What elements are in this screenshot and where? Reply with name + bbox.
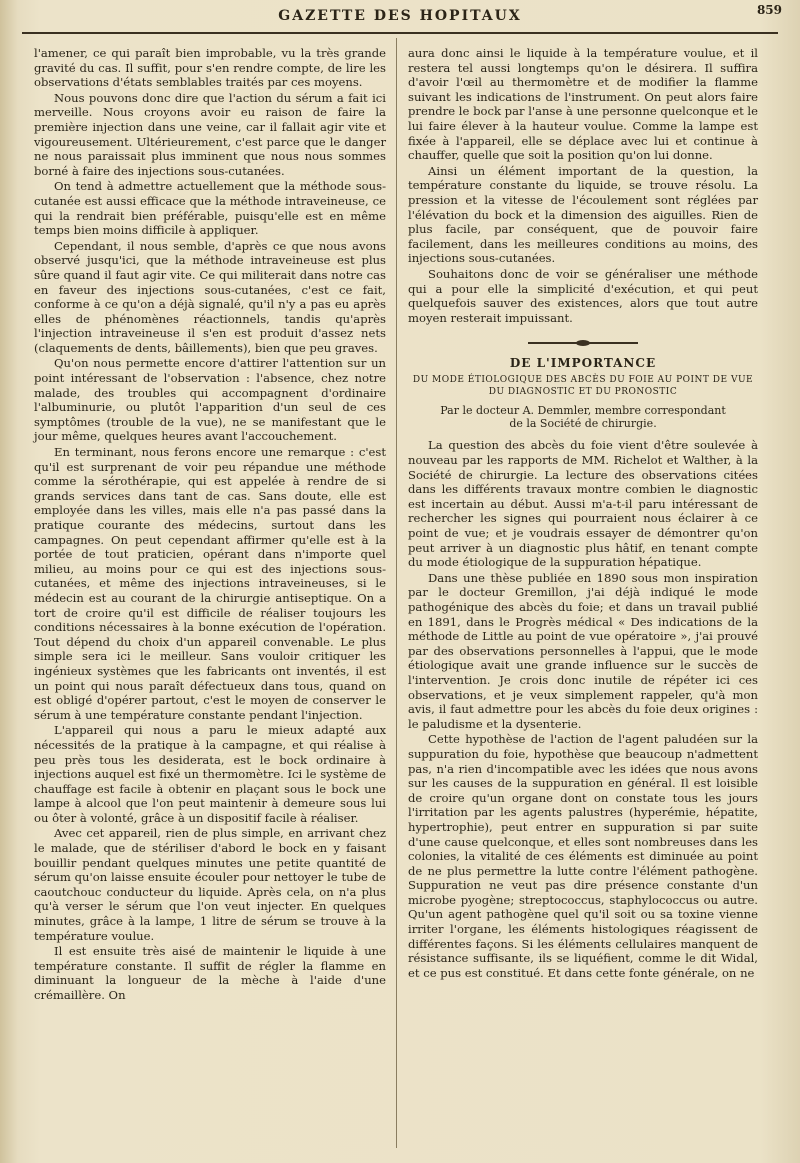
- paragraph: Dans une thèse publiée en 1890 sous mon inspiration par le docteur Gremillon, j'ai déjà indiqué le mode pathogénique des abcès du foie; et dans un travail publié en 1891, dans le Progrès médical « Des indications de la méthode de Little au point de vue opératoire », j'ai prouvé par des observations personnelles à l'appui, que le mode étiologique avait une grande influence sur le succès de l'intervention. Je crois donc inutile de répéter ici ces observations, et je veux simplement rappeler, qu'à mon avis, il faut admettre pour les abcès du foie deux origines : le paludisme et la dysenterie.: [408, 570, 758, 731]
- page-number: 859: [756, 3, 782, 17]
- paragraph: Il est ensuite très aisé de maintenir le liquide à une température constante. Il suffit de régler la flamme en diminuant la longueur de la mèche à l'aide d'une crémaillère. On: [34, 944, 386, 1002]
- journal-title: GAZETTE DES HOPITAUX: [278, 8, 522, 24]
- byline-line: Par le docteur A. Demmler, membre correspondant: [440, 404, 726, 418]
- paragraph: Cette hypothèse de l'action de l'agent paludéen sur la suppuration du foie, hypothèse que beaucoup n'admettent pas, n'a rien d'incompatible avec les idées que nous avons sur les causes de la suppuration en général. Il est loisible de croire qu'un organe dont on constate tous les jours l'irritation par les agents palustres (hyperémie, hépatite, hypertrophie), peut entrer en suppuration si par suite d'une cause quelconque, et elles sont nombreuses dans les colonies, la vitalité de ces éléments est diminuée au point de ne plus permettre la lutte contre l'élément pathogène. Suppuration ne veut pas dire présence constante d'un microbe pyogène; streptococcus, staphylococcus ou autre. Qu'un agent pathogène quel qu'il soit ou sa toxine vienne irriter l'organe, les éléments histologiques réagissent de différentes façons. Si les éléments cellulaires manquent de résistance suffisante, ils se liquéfient, comme le dit Widal, et ce pus est constitué. Et dans cette fonte générale, on ne: [408, 732, 758, 980]
- section-divider: [408, 333, 758, 348]
- article-title: DE L'IMPORTANCE: [509, 355, 657, 370]
- right-column: [408, 46, 758, 981]
- paragraph: La question des abcès du foie vient d'être soulevée à nouveau par les rapports de MM. Richelot et Walther, à la Société de chirurgie. La lecture des observations citées dans les différents travaux montre combien le diagnostic est incertain au début. Aussi m'a-t-il paru intéressant de rechercher les signes qui pourraient nous éclairer à ce point de vue; et je voudrais essayer de démontrer qu'on peut arriver à un diagnostic plus hâtif, en tenant compte du mode étiologique de la suppuration hépatique.: [408, 438, 758, 570]
- page-header: [0, 0, 800, 30]
- paragraph: Souhaitons donc de voir se généraliser une méthode qui a pour elle la simplicité d'exécution, et qui peut quelquefois sauver des existences, alors que tout autre moyen resterait impuissant.: [408, 266, 758, 325]
- paragraph: L'appareil qui nous a paru le mieux adapté aux nécessités de la pratique à la campagne, et qui réalise à peu près tous les desiderata, est le bock ordinaire à injections auquel est fixé un thermomètre. Ici le système de chauffage est facile à obtenir en plaçant sous le bock une lampe à alcool que l'on peut maintenir à demeure sous lui ou ôter à volonté, grâce à un dispositif facile à réaliser.: [34, 723, 386, 825]
- paragraph: En terminant, nous ferons encore une remarque : c'est qu'il est surprenant de voir peu répandue une méthode comme la sérothérapie, qui est appelée à rendre de si grands services dans tant de cas. Sans doute, elle est employée dans les villes, mais elle n'a pas passé dans la pratique courante des médecins, surtout dans les campagnes. On peut cependant affirmer qu'elle est à la portée de tout praticien, opérant dans n'importe quel milieu, au moins pour ce qui est des injections sous-cutanées, et même des injections intraveineuses, si le médecin est au courant de la chirurgie antiseptique. On a tort de croire qu'il est difficile de réaliser toujours les conditions nécessaires à la bonne exécution de l'opération. Tout dépend du choix d'un appareil convenable. Le plus simple sera ici le meilleur. Sans vouloir critiquer les ingénieux systèmes que les fabricants ont inventés, il est un point qui nous paraît défectueux dans tous, quand on est obligé d'opérer partout, c'est le moyen de conserver le sérum à une température constante pendant l'injection.: [34, 445, 386, 722]
- subtitle-line: DU MODE ÉTIOLOGIQUE DES ABCÈS DU FOIE AU POINT DE VUE: [412, 375, 754, 386]
- header-rule: [22, 32, 778, 34]
- paragraph: Ainsi un élément important de la question, la température constante du liquide, se trouve résolu. La pression et la vitesse de l'écoulement sont réglées par l'élévation du bock et la dimension des aiguilles. Rien de plus facile, par conséquent, que de pouvoir faire facilement, dans les meilleures conditions au moins, des injections sous-cutanées.: [408, 163, 758, 266]
- paragraph: On tend à admettre actuellement que la méthode sous-cutanée est aussi efficace que la méthode intraveineuse, ce qui la rendrait bien préférable, puisqu'elle est en même temps bien moins difficile à appliquer.: [34, 179, 386, 238]
- paragraph: aura donc ainsi le liquide à la température voulue, et il restera tel aussi longtemps qu'on le désirera. Il suffira d'avoir l'œil au thermomètre et de modifier la flamme suivant les indications de l'instrument. On peut alors faire prendre le bock par l'anse à une personne quelconque et le lui faire élever à la hauteur voulue. Comme la lampe est fixée à l'appareil, elle se déplace avec lui et continue à chauffer, quelle que soit la position qu'on lui donne.: [408, 46, 758, 163]
- paragraph: Nous pouvons donc dire que l'action du sérum a fait ici merveille. Nous croyons avoir eu raison de faire la première injection dans une veine, car il fallait agir vite et vigoureusement. Ultérieurement, c'est parce que le danger ne nous paraissait plus imminent que nous nous sommes borné à faire des injections sous-cutanées.: [34, 90, 386, 178]
- column-rule: [396, 38, 397, 1148]
- article-byline: [408, 404, 758, 430]
- paragraph: Avec cet appareil, rien de plus simple, en arrivant chez le malade, que de stériliser d'abord le bock en y faisant bouillir pendant quelques minutes une petite quantité de sérum qu'on laisse ensuite écouler pour nettoyer le tube de caoutchouc conducteur du liquide. Après cela, on n'a plus qu'à verser le sérum que l'on veut injecter. En quelques minutes, grâce à la lampe, 1 litre de sérum se trouve à la température voulue.: [34, 826, 386, 943]
- paragraph: Qu'on nous permette encore d'attirer l'attention sur un point intéressant de l'observation : l'absence, chez notre malade, des troubles qui accompagnent d'ordinaire l'albuminurie, ou plutôt l'apparition d'un seul de ces symptômes (trouble de la vue), ne se manifestant que le jour même, quelques heures avant l'accouchement.: [34, 356, 386, 444]
- paragraph: Cependant, il nous semble, d'après ce que nous avons observé jusqu'ici, que la méthode intraveineuse est plus sûre quand il faut agir vite. Ce qui militerait dans notre cas en faveur des injections sous-cutanées, c'est ce fait, conforme à ce qu'on a déjà signalé, qu'il n'y a pas eu après elles de phénomènes réactionnels, tandis qu'après l'injection intraveineuse il s'en est produit d'assez nets (claquements de dents, bâillements), bien que peu graves.: [34, 238, 386, 355]
- byline-line: de la Société de chirurgie.: [509, 417, 657, 431]
- article-subtitle: [408, 374, 758, 398]
- paragraph: l'amener, ce qui paraît bien improbable, vu la très grande gravité du cas. Il suffit, pour s'en rendre compte, de lire les observations d'états semblables traités par ces moyens.: [34, 46, 386, 90]
- subtitle-line: DU DIAGNOSTIC ET DU PRONOSTIC: [488, 387, 678, 398]
- left-column: [34, 46, 386, 1004]
